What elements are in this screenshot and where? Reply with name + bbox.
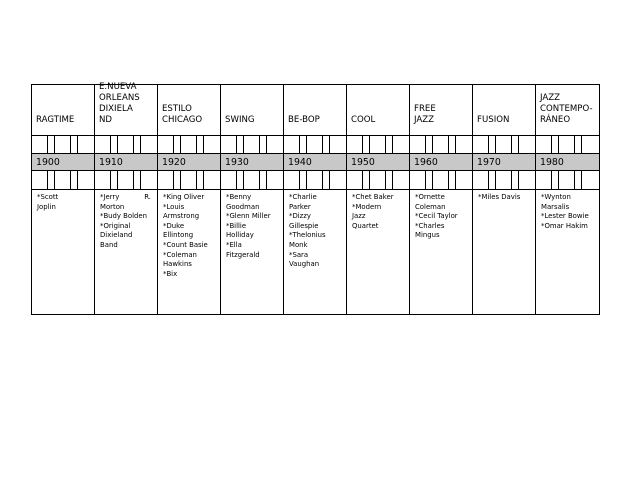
tick-cell [221,136,284,153]
era-label-line: BE-BOP [288,115,320,125]
jazz-timeline-table [31,84,600,315]
tick-cell [410,136,473,153]
artist-line: Dixieland [100,231,133,240]
tick-cell [32,171,95,189]
artist-line: Jazz [352,212,366,221]
artist-line: Goodman [226,202,260,211]
era-label-line: COOL [351,115,376,125]
artists-contemporary [536,190,599,314]
tick-cell [32,136,95,153]
tick-cell [158,136,221,153]
artist-line: *Wynton [541,193,571,201]
artist-line: Joplin [37,202,56,211]
tick-row-top [32,136,599,154]
era-label-line: JAZZ [540,93,561,103]
artist-line: Holliday [226,231,254,240]
artist-line: *Chet Baker [352,193,394,201]
artist-line: Quartet [352,221,379,230]
tick-cell [284,136,347,153]
year-label: 1950 [347,154,410,170]
artists-cool [347,190,410,314]
era-new-orleans-dixieland [95,82,158,135]
tick-cell [536,171,599,189]
artists-row [32,190,599,314]
tick-cell [347,136,410,153]
era-label-line: ESTILO [162,104,192,114]
era-swing [221,85,284,135]
year-label: 1900 [32,154,95,170]
era-contemporary-jazz [536,85,599,135]
era-label-line: CONTEMPO- [540,104,593,114]
era-free-jazz [410,85,473,135]
tick-cell [221,171,284,189]
artist-line: Armstrong [163,212,200,221]
artist-line: *Charles [415,221,445,230]
era-label-line: JAZZ [414,115,435,125]
artists-free-jazz [410,190,473,314]
year-label: 1980 [540,157,564,168]
artist-line: *Thelonius [289,231,326,240]
artist-line: *King Oliver [163,193,205,201]
tick-row-bottom [32,171,599,190]
artist-line: *Lester Bowie [541,212,589,221]
artist-line: *Original [100,221,131,230]
artist-line [100,193,155,203]
era-cool [347,85,410,135]
tick-cell [410,171,473,189]
artist-word: *Jerry [100,193,120,201]
artist-line: *Bix [163,269,178,278]
artist-line: *Sara [289,250,309,259]
tick-cell [536,136,599,153]
artists-new-orleans [95,190,158,314]
artist-line: Band [100,240,118,249]
artist-line: *Cecil Taylor [415,212,458,221]
era-chicago-style [158,85,221,135]
era-header-row [32,82,599,136]
artist-line: Gillespie [289,221,319,230]
artist-line: *Charlie [289,193,317,201]
artist-line: Parker [289,202,311,211]
tick-cell [284,171,347,189]
era-ragtime [32,85,95,135]
year-label: 1930 [221,154,284,170]
artist-line: Vaughan [289,260,320,269]
year-label: 1910 [95,154,158,170]
era-label-line: RAGTIME [36,115,75,125]
artists-fusion [473,190,536,314]
year-label: 1960 [410,154,473,170]
artists-bebop [284,190,347,314]
tick-cell [473,136,536,153]
tick-cell [95,171,158,189]
year-band [32,154,599,171]
era-label-line: ND [99,115,113,125]
artist-line: Marsalis [541,202,570,211]
artist-line: *Coleman [163,250,197,259]
year-label: 1970 [473,154,536,170]
artist-line: *Benny [226,193,252,201]
era-label-line: RÁNEO [540,115,571,125]
tick-cell [95,136,158,153]
era-label-line: FREE [414,104,436,114]
artist-line: Morton [100,202,125,211]
artist-line: *Budy Bolden [100,212,148,221]
artist-line: *Louis [163,202,185,211]
artist-word: R. [144,193,151,201]
era-label-line: E.NUEVA [99,82,137,92]
artist-line: *Count Basie [163,240,208,249]
artist-line: Hawkins [163,260,192,269]
era-label-line: ORLEANS [99,93,140,103]
era-fusion [473,85,536,135]
tick-cell [347,171,410,189]
artist-line: *Omar Hakim [541,221,588,230]
tick-cell [473,171,536,189]
artists-swing [221,190,284,314]
artist-line: *Modern [352,202,382,211]
year-label: 1940 [284,154,347,170]
artists-chicago [158,190,221,314]
era-label-line: CHICAGO [162,115,203,125]
artist-line: *Miles Davis [478,193,521,201]
artists-ragtime [32,190,95,314]
tick-cell [158,171,221,189]
artist-line: *Ornette [415,193,445,201]
era-label-line: SWING [225,115,255,125]
artist-line: *Ella [226,240,242,249]
artist-line: Ellintong [163,231,194,240]
artist-line: *Dizzy [289,212,311,221]
artist-line: *Duke [163,221,185,230]
artist-line: Monk [289,240,308,249]
era-label-line: DIXIELA [99,104,133,114]
year-label: 1920 [158,154,221,170]
artist-line: Mingus [415,231,440,240]
artist-line: Coleman [415,202,446,211]
artist-line: *Billie [226,221,247,230]
era-label-line: FUSION [477,115,510,125]
era-bebop [284,85,347,135]
artist-line: *Scott [37,193,59,201]
artist-line: Fitzgerald [226,250,260,259]
artist-line: *Glenn Miller [226,212,271,221]
